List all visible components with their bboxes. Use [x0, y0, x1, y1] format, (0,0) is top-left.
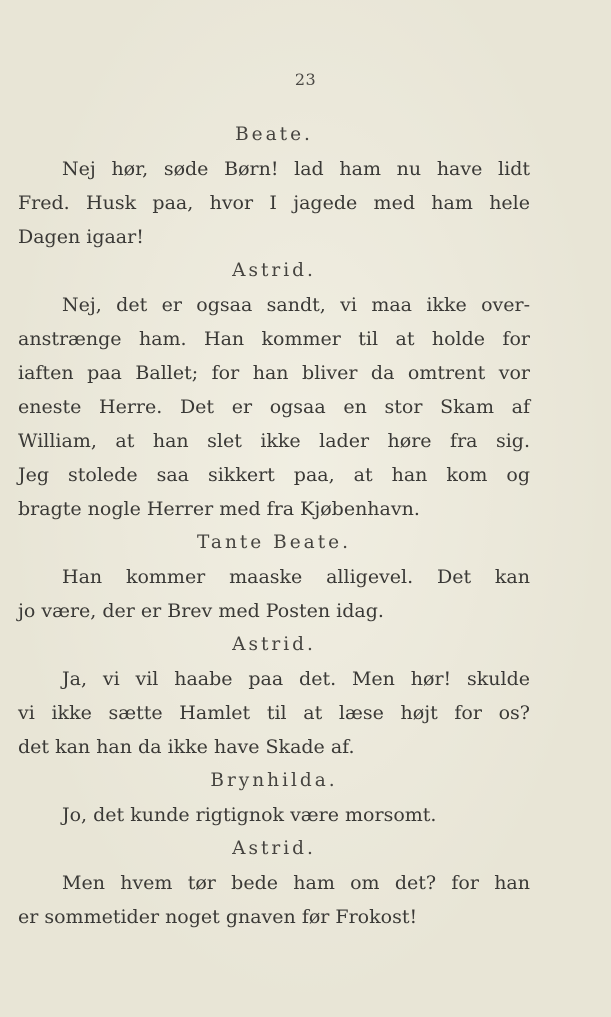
text-line: det kan han da ikke have Skade af.	[18, 736, 355, 758]
text-line: Ja, vi vil haabe paa det. Men hør! skulde	[62, 668, 530, 690]
text-line: William, at han slet ikke lader høre fra sig.	[18, 430, 530, 452]
speaker-name: Beate.	[235, 124, 313, 145]
text-line: Nej hør, søde Børn! lad ham nu have lidt	[62, 158, 530, 180]
speaker-name: Astrid.	[232, 838, 316, 859]
text-line: Han kommer maaske alligevel. Det kan	[62, 566, 530, 588]
speaker-name: Brynhilda.	[210, 770, 338, 791]
text-line: jo være, der er Brev med Posten idag.	[18, 600, 384, 622]
text-line: Fred. Husk paa, hvor I jagede med ham hele	[18, 192, 530, 214]
dialogue-text	[18, 118, 530, 934]
text-line: Men hvem tør bede ham om det? for han	[62, 872, 530, 894]
text-line: vi ikke sætte Hamlet til at læse højt for os?	[18, 702, 530, 724]
speaker-name: Astrid.	[232, 634, 316, 655]
speaker-name: Astrid.	[232, 260, 316, 281]
text-line: Nej, det er ogsaa sandt, vi maa ikke over-	[62, 294, 530, 316]
text-line: eneste Herre. Det er ogsaa en stor Skam af	[18, 396, 530, 418]
text-line: anstrænge ham. Han kommer til at holde for	[18, 328, 530, 350]
dialogue-block	[18, 118, 530, 254]
speaker-name: Tante Beate.	[197, 532, 351, 553]
text-line: Jeg stolede saa sikkert paa, at han kom og	[18, 464, 530, 486]
text-line: Jo, det kunde rigtignok være morsomt.	[62, 804, 437, 826]
dialogue-block	[18, 628, 530, 764]
text-line: Dagen igaar!	[18, 226, 144, 248]
text-line: iaften paa Ballet; for han bliver da omtrent vor	[18, 362, 530, 384]
dialogue-block	[18, 832, 530, 934]
text-line: bragte nogle Herrer med fra Kjøbenhavn.	[18, 498, 420, 520]
dialogue-block	[18, 254, 530, 526]
page-number: 23	[294, 70, 317, 89]
text-line: er sommetider noget gnaven før Frokost!	[18, 906, 418, 928]
dialogue-block	[18, 764, 530, 832]
dialogue-block	[18, 526, 530, 628]
